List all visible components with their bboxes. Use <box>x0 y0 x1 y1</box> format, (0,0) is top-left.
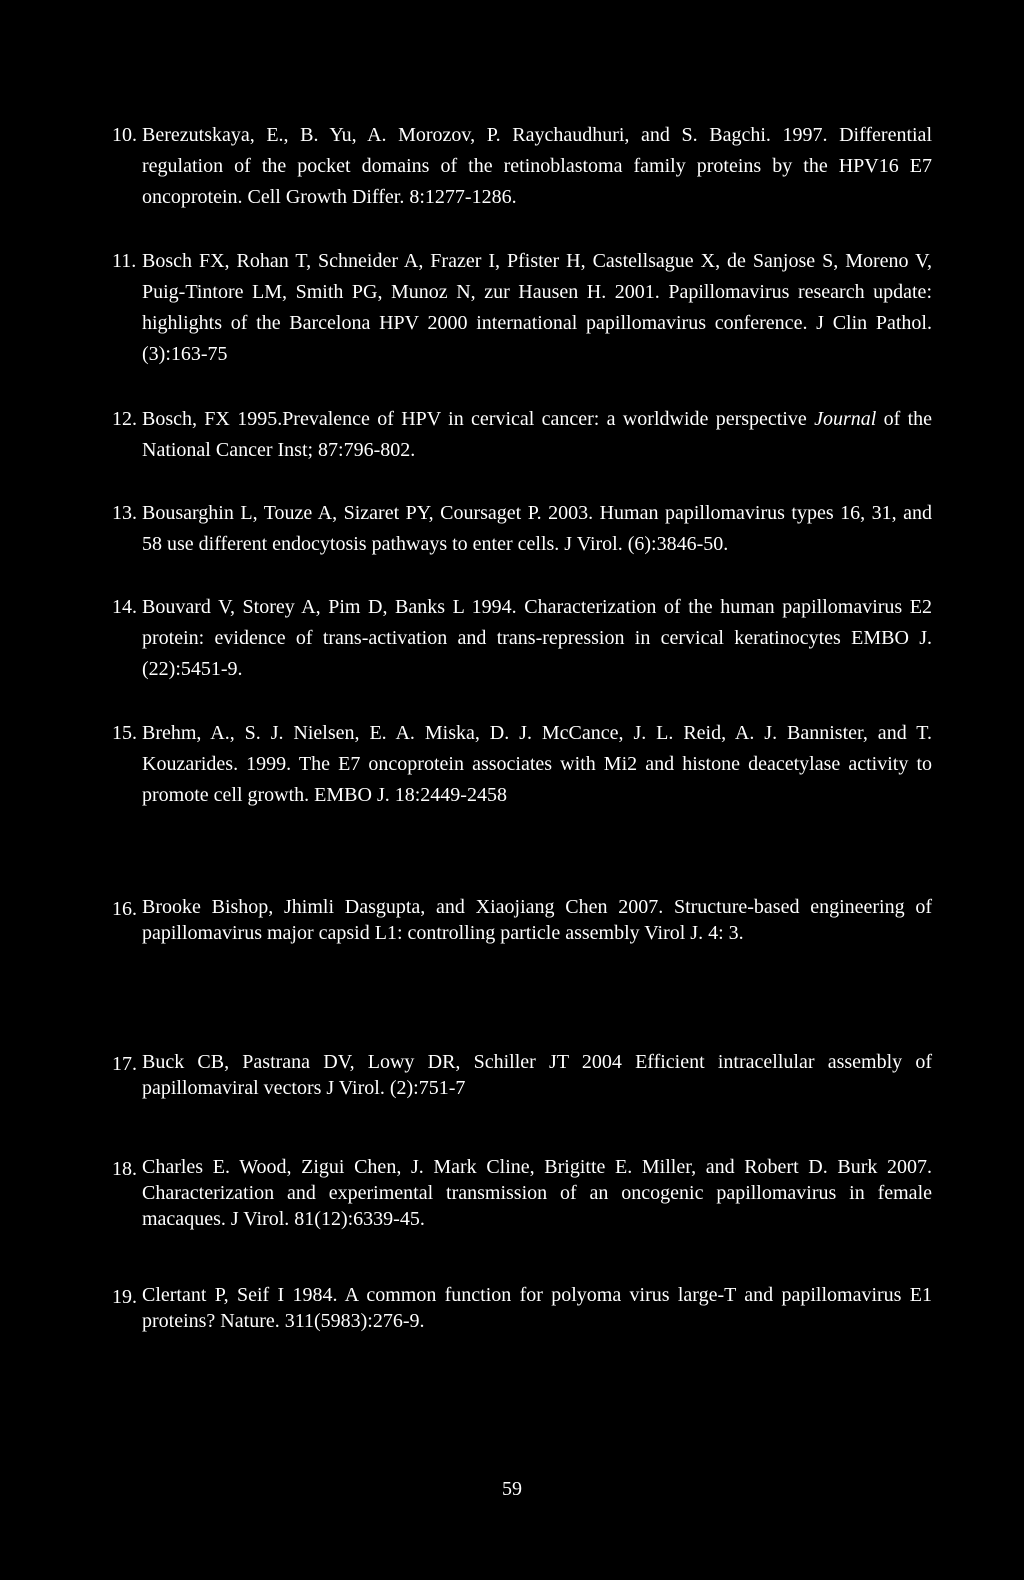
reference-item <box>112 1282 932 1334</box>
reference-item <box>112 498 932 560</box>
journal-title-italic: Journal <box>814 408 877 430</box>
reference-text: Bosch FX, Rohan T, Schneider A, Frazer I, Pfister H, Castellsague X, de Sanjose S, Moreno V, Puig-Tintore LM, Smith PG, Munoz N, zur Hausen H. 2001. Papillomavirus research update: highlights of the Barcelona HPV 2000 international papillomavirus conference. J Clin Pathol. (3):163-75 <box>142 250 932 365</box>
reference-item <box>112 1154 932 1232</box>
reference-number: 12. <box>112 408 137 430</box>
reference-text-part: of the National Cancer Inst; 87:796-802. <box>142 408 933 461</box>
reference-item <box>112 120 932 213</box>
reference-item <box>112 404 932 466</box>
reference-item <box>112 592 932 685</box>
reference-text: Bousarghin L, Touze A, Sizaret PY, Coursaget P. 2003. Human papillomavirus types 16, 31, and 58 use different endocytosis pathways to enter cells. J Virol. (6):3846-50. <box>142 502 932 555</box>
reference-number: 18. <box>112 1158 137 1180</box>
reference-text: Brooke Bishop, Jhimli Dasgupta, and Xiaojiang Chen 2007. Structure-based engineering of papillomavirus major capsid L1: controlling particle assembly Virol J. 4: 3. <box>142 896 932 944</box>
reference-text: Charles E. Wood, Zigui Chen, J. Mark Cline, Brigitte E. Miller, and Robert D. Burk 2007. Characterization and experimental transmission of an oncogenic papillomavirus in female macaques. J Virol. 81(12):6339-45. <box>142 1156 932 1230</box>
reference-number: 19. <box>112 1286 137 1308</box>
reference-number: 15. <box>112 722 137 744</box>
reference-text: Clertant P, Seif I 1984. A common function for polyoma virus large-T and papillomavirus E1 proteins? Nature. 311(5983):276-9. <box>142 1284 932 1332</box>
reference-item <box>112 1049 932 1101</box>
reference-text: Buck CB, Pastrana DV, Lowy DR, Schiller JT 2004 Efficient intracellular assembly of papillomaviral vectors J Virol. (2):751-7 <box>142 1051 932 1099</box>
reference-text: Berezutskaya, E., B. Yu, A. Morozov, P. Raychaudhuri, and S. Bagchi. 1997. Differential regulation of the pocket domains of the retinoblastoma family proteins by the HPV16 E7 oncoprotein. Cell Growth Differ. 8:1277-1286. <box>142 124 932 208</box>
reference-text: Brehm, A., S. J. Nielsen, E. A. Miska, D. J. McCance, J. L. Reid, A. J. Bannister, and T. Kouzarides. 1999. The E7 oncoprotein associates with Mi2 and histone deacetylase activity to promote cell growth. EMBO J. 18:2449-2458 <box>142 722 932 806</box>
reference-text <box>112 404 932 466</box>
reference-item <box>112 894 932 946</box>
page-number: 59 <box>502 1478 522 1500</box>
reference-number: 14. <box>112 596 137 618</box>
reference-number: 16. <box>112 898 137 920</box>
reference-text-part: Bosch, FX 1995.Prevalence of HPV in cervical cancer: a worldwide perspective <box>142 408 807 430</box>
reference-item <box>112 718 932 811</box>
reference-number: 10. <box>112 124 137 146</box>
reference-text: Bouvard V, Storey A, Pim D, Banks L 1994. Characterization of the human papillomavirus E2 protein: evidence of trans-activation and trans-repression in cervical keratinocytes EMBO J.(22):5451-9. <box>142 596 932 680</box>
reference-number: 17. <box>112 1053 137 1075</box>
reference-number: 11. <box>112 250 137 272</box>
reference-item <box>112 246 932 370</box>
reference-number: 13. <box>112 502 137 524</box>
